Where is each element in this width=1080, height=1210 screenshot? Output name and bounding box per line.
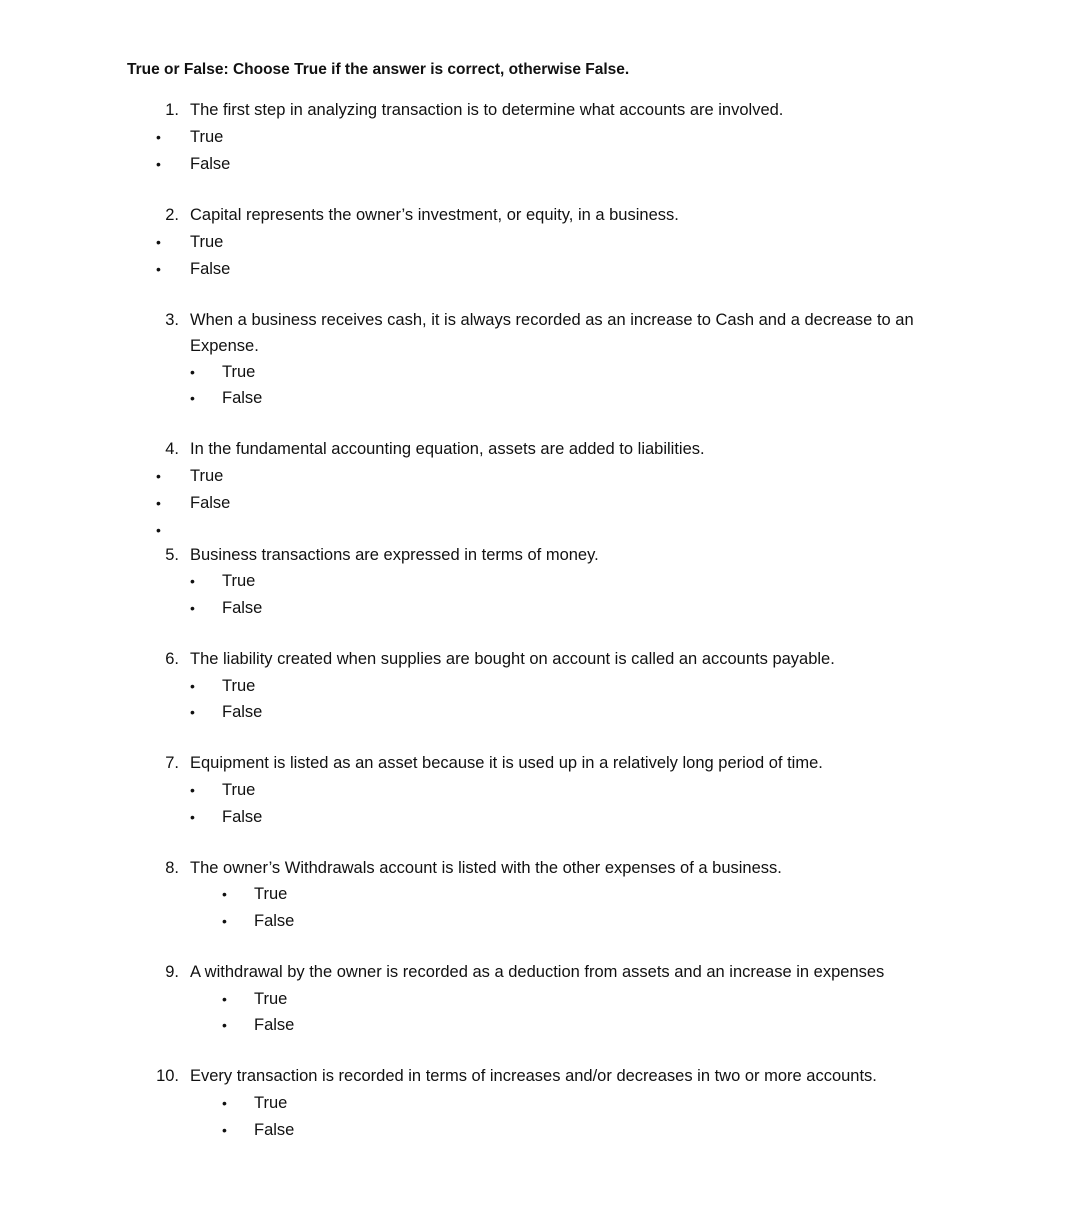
question-number: 5. [165,546,179,564]
bullet: • [222,1122,227,1138]
bullet: • [222,1095,227,1111]
option-true[interactable]: True [222,677,256,695]
question-text: The liability created when supplies are bought on account is called an accounts payable. [190,650,835,668]
option-false[interactable]: False [190,155,231,173]
option-true[interactable]: True [190,467,224,485]
question-number: 2. [165,206,179,224]
bullet: • [190,678,195,694]
question-number: 3. [165,311,179,329]
option-true[interactable]: True [222,572,256,590]
question-text: In the fundamental accounting equation, assets are added to liabilities. [190,440,705,458]
question-text: Capital represents the owner’s investment, or equity, in a business. [190,206,679,224]
option-false[interactable]: False [190,260,231,278]
question-number: 9. [165,963,179,981]
option-false[interactable]: False [222,808,263,826]
bullet: • [222,886,227,902]
page-title: True or False: Choose True if the answer is correct, otherwise False. [127,61,630,78]
option-false[interactable]: False [190,494,231,512]
option-true[interactable]: True [190,128,224,146]
question-text: The owner’s Withdrawals account is listed with the other expenses of a business. [190,859,782,877]
question-text-line1: When a business receives cash, it is always recorded as an increase to Cash and a decrease to an [190,311,914,329]
option-false[interactable]: False [222,703,263,721]
bullet: • [190,782,195,798]
option-true[interactable]: True [222,363,256,381]
question-number: 1. [165,101,179,119]
question-number: 10. [156,1067,179,1085]
question-text: Business transactions are expressed in terms of money. [190,546,599,564]
option-false[interactable]: False [254,1121,295,1139]
bullet: • [190,573,195,589]
question-number: 8. [165,859,179,877]
question-text: Equipment is listed as an asset because it is used up in a relatively long period of time. [190,754,823,772]
question-number: 6. [165,650,179,668]
question-text: Every transaction is recorded in terms of increases and/or decreases in two or more accounts. [190,1067,877,1085]
question-text-line2: Expense. [190,337,259,355]
option-false[interactable]: False [254,1016,295,1034]
bullet: • [156,129,161,145]
bullet: • [190,364,195,380]
bullet: • [156,495,161,511]
option-true[interactable]: True [254,885,288,903]
bullet: • [190,704,195,720]
option-true[interactable]: True [190,233,224,251]
question-number: 4. [165,440,179,458]
option-true[interactable]: True [222,781,256,799]
bullet-empty: • [156,522,161,538]
bullet: • [222,913,227,929]
bullet: • [156,468,161,484]
question-number: 7. [165,754,179,772]
option-false[interactable]: False [222,389,263,407]
option-true[interactable]: True [254,1094,288,1112]
bullet: • [190,600,195,616]
option-false[interactable]: False [222,599,263,617]
bullet: • [222,1017,227,1033]
bullet: • [156,156,161,172]
option-true[interactable]: True [254,990,288,1008]
bullet: • [190,809,195,825]
option-false[interactable]: False [254,912,295,930]
question-text: The first step in analyzing transaction is to determine what accounts are involved. [190,101,784,119]
bullet: • [190,390,195,406]
bullet: • [156,234,161,250]
bullet: • [156,261,161,277]
question-text: A withdrawal by the owner is recorded as a deduction from assets and an increase in expenses [190,963,885,981]
bullet: • [222,991,227,1007]
